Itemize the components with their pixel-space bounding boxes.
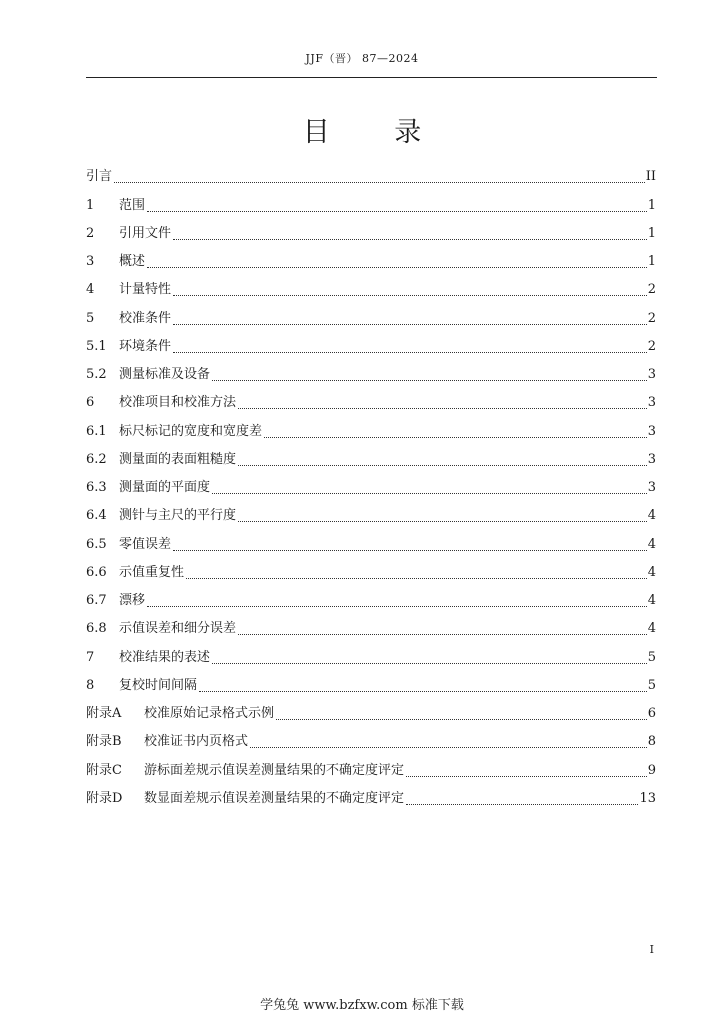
toc-dot-leader (212, 380, 647, 381)
toc-entry-number: 6.3 (86, 480, 107, 495)
toc-entry-page: 3 (647, 423, 656, 439)
toc-entry-number: 4 (86, 282, 95, 298)
toc-entry-page: 2 (647, 282, 656, 298)
toc-entry-number: 6 (86, 395, 95, 411)
toc-dot-leader (199, 691, 647, 692)
page-title: 目 录 (302, 117, 450, 148)
toc-entry-label: 环境条件 (119, 338, 172, 354)
toc-dot-leader (173, 550, 647, 551)
toc-dot-leader (212, 663, 647, 664)
toc-entry[interactable] (86, 782, 656, 810)
toc-entry[interactable] (86, 188, 656, 216)
toc-entry-label: 零值误差 (119, 536, 172, 552)
toc-entry-label: 概述 (119, 254, 146, 269)
toc-entry-label: 示值误差和细分误差 (119, 621, 237, 637)
toc-dot-leader (147, 606, 647, 607)
toc-entry-page: 5 (647, 677, 656, 693)
toc-entry-label: 引言 (86, 169, 113, 185)
toc-dot-leader (173, 239, 647, 240)
toc-entry[interactable] (86, 273, 656, 301)
toc-entry[interactable] (86, 358, 656, 386)
toc-entry-page: 4 (647, 508, 656, 524)
toc-entry[interactable] (86, 697, 656, 725)
toc-entry-label: 计量特性 (119, 282, 172, 298)
toc-dot-leader (212, 493, 647, 494)
toc-entry[interactable] (86, 217, 656, 245)
page-number: I (649, 943, 654, 956)
toc-entry-page: 1 (647, 254, 656, 269)
toc-entry-number: 8 (86, 677, 95, 693)
toc-entry-number: 附录C (86, 762, 122, 778)
toc-entry-page: 1 (647, 197, 656, 213)
toc-entry-page: 6 (647, 706, 656, 721)
toc-dot-leader (114, 182, 645, 183)
toc-entry-page: 3 (647, 451, 656, 467)
toc-entry-label: 测量标准及设备 (119, 367, 211, 382)
toc-entry[interactable] (86, 160, 656, 188)
toc-dot-leader (147, 211, 647, 212)
toc-entry-number: 7 (86, 649, 95, 665)
toc-entry-number: 附录D (86, 790, 123, 806)
toc-entry-label: 校准条件 (119, 310, 172, 326)
toc-dot-leader (173, 324, 647, 325)
toc-entry-label: 复校时间间隔 (119, 677, 198, 693)
toc-entry-label: 漂移 (119, 593, 146, 608)
toc-entry-label: 范围 (119, 197, 146, 213)
toc-entry[interactable] (86, 386, 656, 414)
toc-entry[interactable] (86, 443, 656, 471)
toc-entry[interactable] (86, 753, 656, 781)
toc-entry[interactable] (86, 301, 656, 329)
toc-dot-leader (238, 408, 647, 409)
toc-entry-label: 标尺标记的宽度和宽度差 (119, 423, 263, 439)
toc-dot-leader (406, 776, 647, 777)
toc-entry-number: 3 (86, 254, 95, 269)
toc-dot-leader (173, 352, 647, 353)
toc-entry-label: 测量面的表面粗糙度 (119, 451, 237, 467)
header-rule (86, 77, 657, 78)
toc-entry-number: 6.4 (86, 508, 107, 524)
toc-entry-number: 5.2 (86, 367, 107, 382)
table-of-contents (86, 160, 656, 810)
toc-entry-number: 6.7 (86, 593, 107, 608)
toc-entry-page: 3 (647, 480, 656, 495)
toc-entry-label: 测量面的平面度 (119, 480, 211, 495)
toc-entry[interactable] (86, 640, 656, 668)
toc-entry-page: 3 (647, 395, 656, 411)
toc-entry-number: 附录A (86, 706, 122, 721)
toc-entry[interactable] (86, 414, 656, 442)
toc-entry[interactable] (86, 669, 656, 697)
toc-dot-leader (250, 747, 647, 748)
toc-entry-label: 测针与主尺的平行度 (119, 508, 237, 524)
toc-entry-number: 5 (86, 310, 95, 326)
toc-entry-number: 6.5 (86, 536, 107, 552)
toc-entry-number: 6.2 (86, 451, 107, 467)
toc-entry-number: 1 (86, 197, 95, 213)
toc-dot-leader (238, 634, 647, 635)
toc-entry[interactable] (86, 471, 656, 499)
toc-entry-label: 游标面差规示值误差测量结果的不确定度评定 (144, 762, 405, 778)
toc-entry-number: 2 (86, 225, 95, 241)
toc-entry-label: 校准项目和校准方法 (119, 395, 237, 411)
toc-entry[interactable] (86, 330, 656, 358)
toc-entry-number: 6.8 (86, 621, 107, 637)
toc-entry-page: 1 (647, 225, 656, 241)
toc-entry[interactable] (86, 499, 656, 527)
toc-entry-page: 5 (647, 649, 656, 665)
toc-entry-label: 校准原始记录格式示例 (144, 706, 275, 721)
toc-entry-label: 数显面差规示值误差测量结果的不确定度评定 (144, 790, 405, 806)
toc-entry-page: 2 (647, 310, 656, 326)
toc-entry-number: 5.1 (86, 338, 107, 354)
toc-dot-leader (264, 437, 647, 438)
toc-entry-number: 附录B (86, 734, 122, 750)
toc-entry-page: 13 (639, 790, 656, 806)
toc-dot-leader (186, 578, 647, 579)
toc-dot-leader (173, 295, 647, 296)
toc-dot-leader (238, 465, 647, 466)
toc-entry[interactable] (86, 612, 656, 640)
toc-entry[interactable] (86, 527, 656, 555)
toc-entry-page: 4 (647, 621, 656, 637)
toc-entry[interactable] (86, 556, 656, 584)
toc-entry-page: 8 (647, 734, 656, 750)
toc-entry[interactable] (86, 725, 656, 753)
toc-entry-label: 引用文件 (119, 225, 172, 241)
toc-entry-page: 4 (647, 593, 656, 608)
toc-entry-page: 2 (647, 338, 656, 354)
toc-entry-number: 6.1 (86, 423, 107, 439)
toc-entry-page: 9 (647, 762, 656, 778)
toc-dot-leader (147, 267, 647, 268)
toc-entry-page: 3 (647, 367, 656, 382)
toc-dot-leader (238, 521, 647, 522)
toc-entry-page: 4 (647, 536, 656, 552)
document-code-header: JJF（晋） 87—2024 (305, 52, 419, 65)
toc-entry-page: II (645, 169, 656, 185)
toc-entry-label: 示值重复性 (119, 564, 185, 580)
toc-entry[interactable] (86, 584, 656, 612)
toc-entry-label: 校准证书内页格式 (144, 734, 249, 750)
watermark-footer: 学兔兔 www.bzfxw.com 标准下载 (260, 998, 464, 1013)
toc-entry[interactable] (86, 245, 656, 273)
toc-entry-label: 校准结果的表述 (119, 649, 211, 665)
toc-entry-number: 6.6 (86, 564, 107, 580)
toc-dot-leader (276, 719, 647, 720)
toc-entry-page: 4 (647, 564, 656, 580)
toc-dot-leader (406, 804, 638, 805)
